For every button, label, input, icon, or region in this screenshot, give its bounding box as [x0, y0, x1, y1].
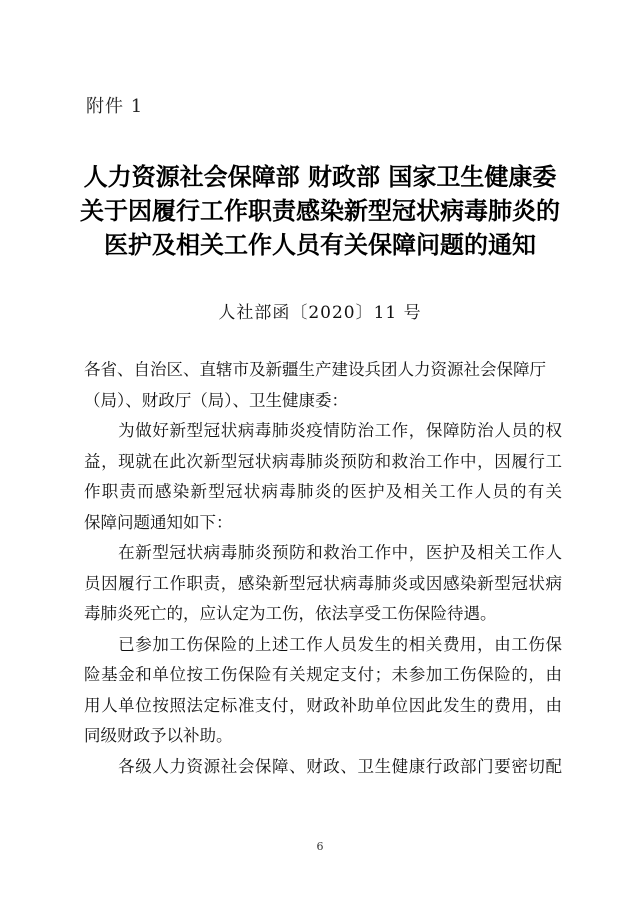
document-number: 人社部函〔2020〕11 号	[218, 303, 422, 323]
body-line: 各省、自治区、直辖市及新疆生产建设兵团人力资源社会保障厅	[84, 360, 546, 379]
body-line: 保障问题通知如下：	[84, 512, 233, 532]
body-line: 员因履行工作职责，感染新型冠状病毒肺炎或因感染新型冠状病	[84, 573, 562, 593]
body-line: 同级财政予以补助。	[84, 726, 233, 745]
body-line: 益，现就在此次新型冠状病毒肺炎预防和救治工作中，因履行工	[84, 451, 562, 471]
title-line-3: 医护及相关工作人员有关保障问题的通知	[104, 231, 536, 259]
body-line: 已参加工伤保险的上述工作人员发生的相关费用，由工伤保	[84, 634, 562, 654]
title-line-1: 人力资源社会保障部 财政部 国家卫生健康委	[83, 163, 557, 191]
body-line: （局）、财政厅（局）、卫生健康委：	[84, 390, 348, 410]
body-line: 在新型冠状病毒肺炎预防和救治工作中，医护及相关工作人	[84, 543, 562, 562]
body-line: 险基金和单位按工伤保险有关规定支付；未参加工伤保险的，由	[84, 665, 562, 684]
body-line: 为做好新型冠状病毒肺炎疫情防治工作，保障防治人员的权	[84, 421, 562, 440]
page-number: 6	[316, 840, 324, 853]
attachment-label: 附件 1	[86, 96, 144, 117]
body-line: 各级人力资源社会保障、财政、卫生健康行政部门要密切配	[84, 756, 562, 776]
body-line: 作职责而感染新型冠状病毒肺炎的医护及相关工作人员的有关	[84, 482, 562, 501]
body-line: 用人单位按照法定标准支付，财政补助单位因此发生的费用，由	[84, 695, 562, 715]
body-line: 毒肺炎死亡的，应认定为工伤，依法享受工伤保险待遇。	[84, 604, 497, 623]
document-body	[84, 355, 562, 782]
document-title	[60, 160, 580, 262]
title-line-2: 关于因履行工作职责感染新型冠状病毒肺炎的	[80, 197, 560, 225]
